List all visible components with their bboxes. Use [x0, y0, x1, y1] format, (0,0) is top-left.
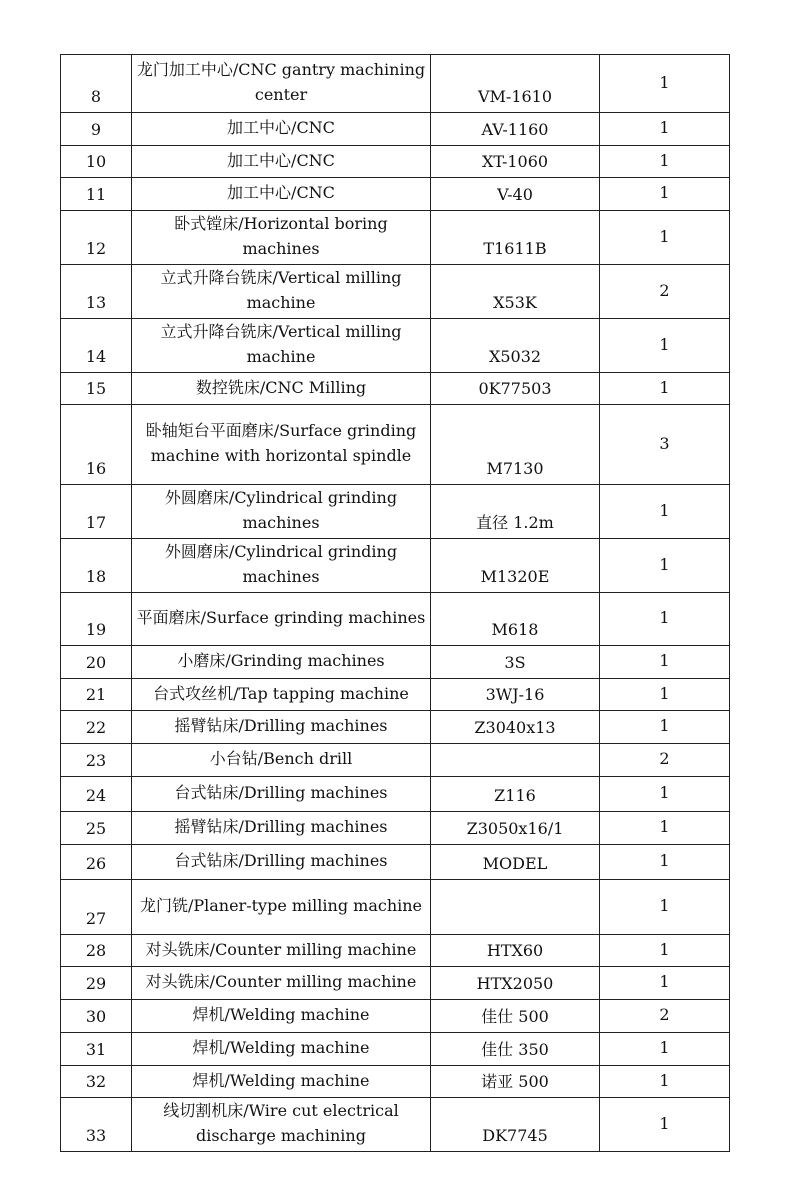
equipment-name-cell: 加工中心/CNC — [132, 146, 431, 178]
equipment-name-cell: 台式钻床/Drilling machines — [132, 777, 431, 812]
model-cell: V-40 — [431, 178, 600, 211]
equipment-name-cell: 加工中心/CNC — [132, 113, 431, 146]
table-row — [61, 1098, 730, 1152]
quantity-cell: 1 — [600, 373, 730, 405]
model-cell: DK7745 — [431, 1098, 600, 1152]
equipment-name-cell: 卧式镗床/Horizontal boring machines — [132, 211, 431, 265]
model-cell: 佳仕 500 — [431, 1000, 600, 1033]
row-number-cell: 13 — [61, 265, 132, 319]
row-number-cell: 32 — [61, 1066, 132, 1098]
row-number-cell: 28 — [61, 935, 132, 967]
row-number-cell: 30 — [61, 1000, 132, 1033]
row-number-cell: 29 — [61, 967, 132, 1000]
model-cell: 3WJ-16 — [431, 679, 600, 711]
quantity-cell: 1 — [600, 777, 730, 812]
row-number-cell: 12 — [61, 211, 132, 265]
table-row — [61, 880, 730, 935]
model-cell: 3S — [431, 646, 600, 679]
row-number-cell: 15 — [61, 373, 132, 405]
quantity-cell: 1 — [600, 1098, 730, 1152]
table-row — [61, 485, 730, 539]
model-cell: AV-1160 — [431, 113, 600, 146]
quantity-cell: 1 — [600, 146, 730, 178]
row-number-cell: 21 — [61, 679, 132, 711]
equipment-name-cell: 台式攻丝机/Tap tapping machine — [132, 679, 431, 711]
equipment-table — [60, 54, 730, 1152]
model-cell: MODEL — [431, 845, 600, 880]
table-row — [61, 405, 730, 485]
quantity-cell: 2 — [600, 744, 730, 777]
quantity-cell: 1 — [600, 485, 730, 539]
equipment-name-cell: 对头铣床/Counter milling machine — [132, 935, 431, 967]
quantity-cell: 1 — [600, 845, 730, 880]
quantity-cell: 1 — [600, 935, 730, 967]
row-number-cell: 22 — [61, 711, 132, 744]
table-row — [61, 265, 730, 319]
row-number-cell: 18 — [61, 539, 132, 593]
quantity-cell: 1 — [600, 1066, 730, 1098]
quantity-cell: 1 — [600, 113, 730, 146]
equipment-name-cell: 龙门铣/Planer-type milling machine — [132, 880, 431, 935]
model-cell: X5032 — [431, 319, 600, 373]
quantity-cell: 1 — [600, 211, 730, 265]
quantity-cell: 1 — [600, 880, 730, 935]
table-row — [61, 146, 730, 178]
table-row — [61, 711, 730, 744]
equipment-table-body — [61, 55, 730, 1152]
model-cell: HTX60 — [431, 935, 600, 967]
model-cell: Z116 — [431, 777, 600, 812]
equipment-name-cell: 台式钻床/Drilling machines — [132, 845, 431, 880]
equipment-name-cell: 立式升降台铣床/Vertical milling machine — [132, 265, 431, 319]
table-row — [61, 935, 730, 967]
table-row — [61, 967, 730, 1000]
model-cell: HTX2050 — [431, 967, 600, 1000]
quantity-cell: 1 — [600, 646, 730, 679]
table-row — [61, 679, 730, 711]
row-number-cell: 19 — [61, 593, 132, 646]
equipment-name-cell: 对头铣床/Counter milling machine — [132, 967, 431, 1000]
model-cell: X53K — [431, 265, 600, 319]
quantity-cell: 2 — [600, 265, 730, 319]
model-cell: Z3040x13 — [431, 711, 600, 744]
table-row — [61, 113, 730, 146]
equipment-name-cell: 龙门加工中心/CNC gantry machining center — [132, 55, 431, 113]
table-row — [61, 178, 730, 211]
equipment-name-cell: 焊机/Welding machine — [132, 1066, 431, 1098]
quantity-cell: 1 — [600, 1033, 730, 1066]
model-cell: M7130 — [431, 405, 600, 485]
equipment-name-cell: 摇臂钻床/Drilling machines — [132, 812, 431, 845]
quantity-cell: 1 — [600, 178, 730, 211]
table-row — [61, 744, 730, 777]
row-number-cell: 8 — [61, 55, 132, 113]
quantity-cell: 1 — [600, 711, 730, 744]
equipment-name-cell: 外圆磨床/Cylindrical grinding machines — [132, 539, 431, 593]
quantity-cell: 2 — [600, 1000, 730, 1033]
equipment-name-cell: 立式升降台铣床/Vertical milling machine — [132, 319, 431, 373]
row-number-cell: 17 — [61, 485, 132, 539]
table-row — [61, 539, 730, 593]
model-cell — [431, 744, 600, 777]
equipment-name-cell: 加工中心/CNC — [132, 178, 431, 211]
equipment-name-cell: 卧轴矩台平面磨床/Surface grinding machine with horizontal spindle — [132, 405, 431, 485]
row-number-cell: 10 — [61, 146, 132, 178]
quantity-cell: 1 — [600, 319, 730, 373]
model-cell: VM-1610 — [431, 55, 600, 113]
table-row — [61, 319, 730, 373]
table-row — [61, 55, 730, 113]
model-cell: Z3050x16/1 — [431, 812, 600, 845]
row-number-cell: 16 — [61, 405, 132, 485]
equipment-name-cell: 线切割机床/Wire cut electrical discharge machining — [132, 1098, 431, 1152]
row-number-cell: 9 — [61, 113, 132, 146]
row-number-cell: 20 — [61, 646, 132, 679]
model-cell: 直径 1.2m — [431, 485, 600, 539]
equipment-name-cell: 焊机/Welding machine — [132, 1000, 431, 1033]
row-number-cell: 26 — [61, 845, 132, 880]
table-row — [61, 777, 730, 812]
model-cell: 诺亚 500 — [431, 1066, 600, 1098]
equipment-name-cell: 焊机/Welding machine — [132, 1033, 431, 1066]
quantity-cell: 1 — [600, 812, 730, 845]
quantity-cell: 1 — [600, 967, 730, 1000]
row-number-cell: 33 — [61, 1098, 132, 1152]
row-number-cell: 27 — [61, 880, 132, 935]
quantity-cell: 1 — [600, 539, 730, 593]
table-row — [61, 812, 730, 845]
equipment-name-cell: 外圆磨床/Cylindrical grinding machines — [132, 485, 431, 539]
table-row — [61, 1033, 730, 1066]
quantity-cell: 1 — [600, 593, 730, 646]
equipment-name-cell: 数控铣床/CNC Milling — [132, 373, 431, 405]
model-cell: 佳仕 350 — [431, 1033, 600, 1066]
row-number-cell: 24 — [61, 777, 132, 812]
quantity-cell: 1 — [600, 679, 730, 711]
model-cell: T1611B — [431, 211, 600, 265]
model-cell: 0K77503 — [431, 373, 600, 405]
model-cell: M1320E — [431, 539, 600, 593]
table-row — [61, 646, 730, 679]
table-row — [61, 593, 730, 646]
equipment-name-cell: 小台钻/Bench drill — [132, 744, 431, 777]
equipment-name-cell: 平面磨床/Surface grinding machines — [132, 593, 431, 646]
row-number-cell: 25 — [61, 812, 132, 845]
quantity-cell: 3 — [600, 405, 730, 485]
table-row — [61, 373, 730, 405]
table-row — [61, 1066, 730, 1098]
row-number-cell: 23 — [61, 744, 132, 777]
quantity-cell: 1 — [600, 55, 730, 113]
table-row — [61, 845, 730, 880]
equipment-name-cell: 小磨床/Grinding machines — [132, 646, 431, 679]
model-cell — [431, 880, 600, 935]
row-number-cell: 31 — [61, 1033, 132, 1066]
row-number-cell: 14 — [61, 319, 132, 373]
equipment-name-cell: 摇臂钻床/Drilling machines — [132, 711, 431, 744]
table-row — [61, 211, 730, 265]
table-row — [61, 1000, 730, 1033]
model-cell: XT-1060 — [431, 146, 600, 178]
model-cell: M618 — [431, 593, 600, 646]
row-number-cell: 11 — [61, 178, 132, 211]
